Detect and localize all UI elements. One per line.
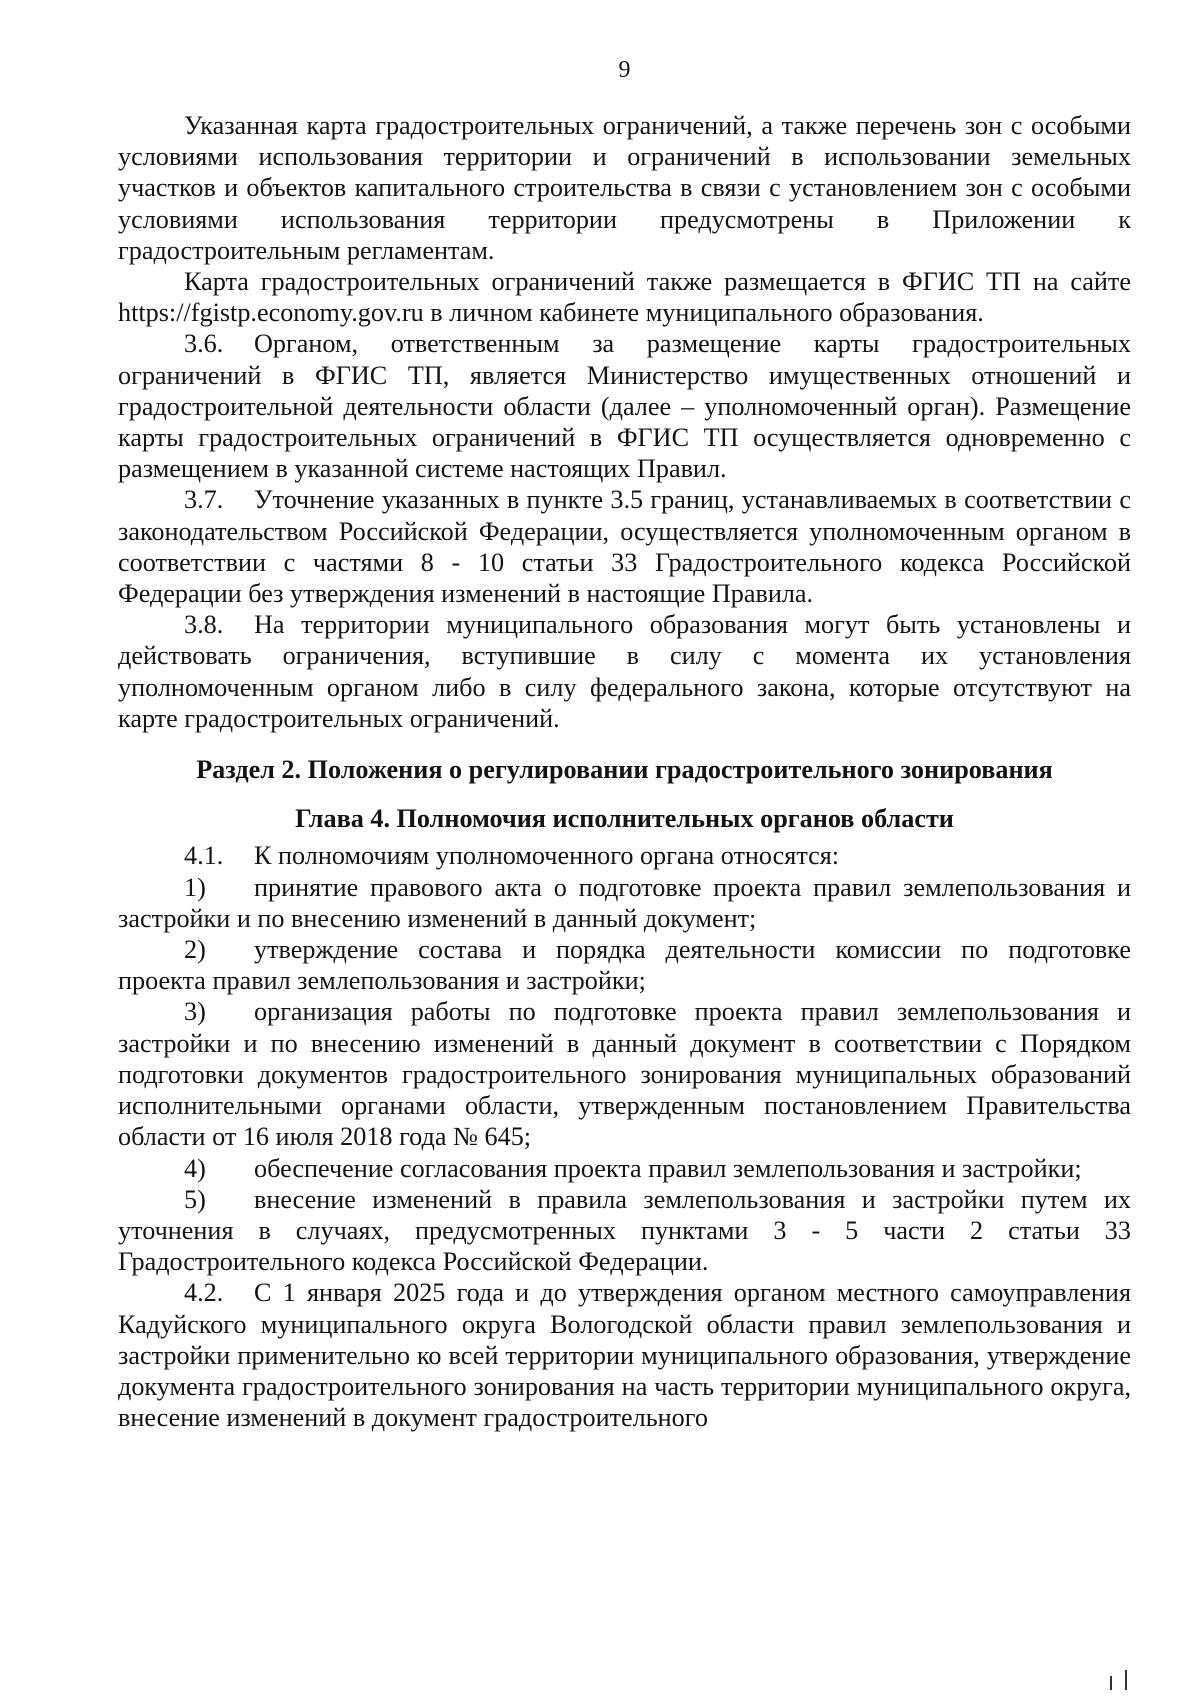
paragraph-3-8 [118, 609, 1131, 734]
list-item-4 [118, 1153, 1131, 1184]
section-heading: Раздел 2. Положения о регулировании градостроительного зонирования [196, 755, 1053, 785]
paragraph-number: 4.2. [184, 1278, 224, 1308]
paragraph-text: Уточнение указанных в пункте 3.5 границ, устанавливаемых в соответствии с законодательством Российской Федерации, осуществляется уполномоченным органом в соответствии с частями 8 - 10 статьи 33 Градостроительного кодекса Российской Федерации без утверждения изменений в настоящие Правила. [118, 485, 1131, 609]
list-item-5 [118, 1184, 1131, 1278]
list-item-number: 5) [184, 1184, 206, 1214]
list-item-3 [118, 996, 1131, 1152]
list-item-number: 3) [184, 997, 206, 1027]
chapter-heading: Глава 4. Полномочия исполнительных органов области [295, 804, 954, 834]
list-item-number: 4) [184, 1153, 206, 1183]
document-page [118, 56, 1131, 1433]
list-item-text: внесение изменений в правила землепользования и застройки путем их уточнения в случаях, предусмотренных пунктами 3 - 5 части 2 статьи 33 Градостроительного кодекса Российской Федерации. [118, 1184, 1131, 1277]
paragraph-text: Указанная карта градостроительных ограничений, а также перечень зон с особыми условиями использования территории и ограничений в использовании земельных участков и объектов капитального строительства в связи с установлением зон с особыми условиями использования территории предусмотрены в Приложении к градостроительным регламентам. [118, 111, 1131, 265]
list-item-text: утверждение состава и порядка деятельности комиссии по подготовке проекта правил землепользования и застройки; [118, 935, 1131, 996]
paragraph-3-7 [118, 484, 1131, 609]
paragraph-4-1 [118, 840, 1131, 871]
paragraph-map-appendix [118, 110, 1131, 266]
paragraph-text: С 1 января 2025 года и до утверждения органом местного самоуправления Кадуйского муниципального округа Вологодской области правил землепользования и застройки применительно ко всей территории муниципального образования, утверждение документа градостроительного зонирования на часть территории муниципального округа, внесение изменений в документ градостроительного [118, 1278, 1131, 1433]
scan-artifact [1125, 1670, 1127, 1690]
list-item-text: обеспечение согласования проекта правил землепользования и застройки; [254, 1153, 1082, 1183]
list-item-text: принятие правового акта о подготовке проекта правил землепользования и застройки и по внесению изменений в данный документ; [118, 872, 1131, 933]
list-item-number: 1) [184, 872, 206, 902]
paragraph-map-fgis [118, 266, 1131, 328]
paragraph-number: 4.1. [184, 841, 224, 871]
scan-artifact [1110, 1676, 1112, 1690]
paragraph-text: Органом, ответственным за размещение карты градостроительных ограничений в ФГИС ТП, является Министерство имущественных отношений и градостроительной деятельности области (далее – уполномоченный орган). Размещение карты градостроительных ограничений в ФГИС ТП осуществляется одновременно с размещением в указанной системе настоящих Правил. [118, 329, 1131, 484]
paragraph-number: 3.6. [184, 329, 224, 359]
paragraph-number: 3.7. [184, 485, 224, 515]
paragraph-4-2 [118, 1277, 1131, 1433]
paragraph-3-6 [118, 328, 1131, 484]
paragraph-text: Карта градостроительных ограничений также размещается в ФГИС ТП на сайте https://fgistp.economy.gov.ru в личном кабинете муниципального образования. [118, 267, 1131, 328]
list-item-number: 2) [184, 935, 206, 965]
paragraph-text: К полномочиям уполномоченного органа относятся: [254, 841, 840, 871]
paragraph-text: На территории муниципального образования могут быть установлены и действовать ограничения, вступившие в силу с момента их установления уполномоченным органом либо в силу федерального закона, которые отсутствуют на карте градостроительных ограничений. [118, 610, 1131, 733]
paragraph-number: 3.8. [184, 610, 224, 640]
list-item-2 [118, 934, 1131, 996]
list-item-text: организация работы по подготовке проекта правил землепользования и застройки и по внесению изменений в данный документ в соответствии с Порядком подготовки документов градостроительного зонирования муниципальных образований исполнительными органами области, утвержденным постановлением Правительства области от 16 июля 2018 года № 645; [118, 997, 1131, 1152]
page-number: 9 [618, 57, 631, 83]
list-item-1 [118, 872, 1131, 934]
